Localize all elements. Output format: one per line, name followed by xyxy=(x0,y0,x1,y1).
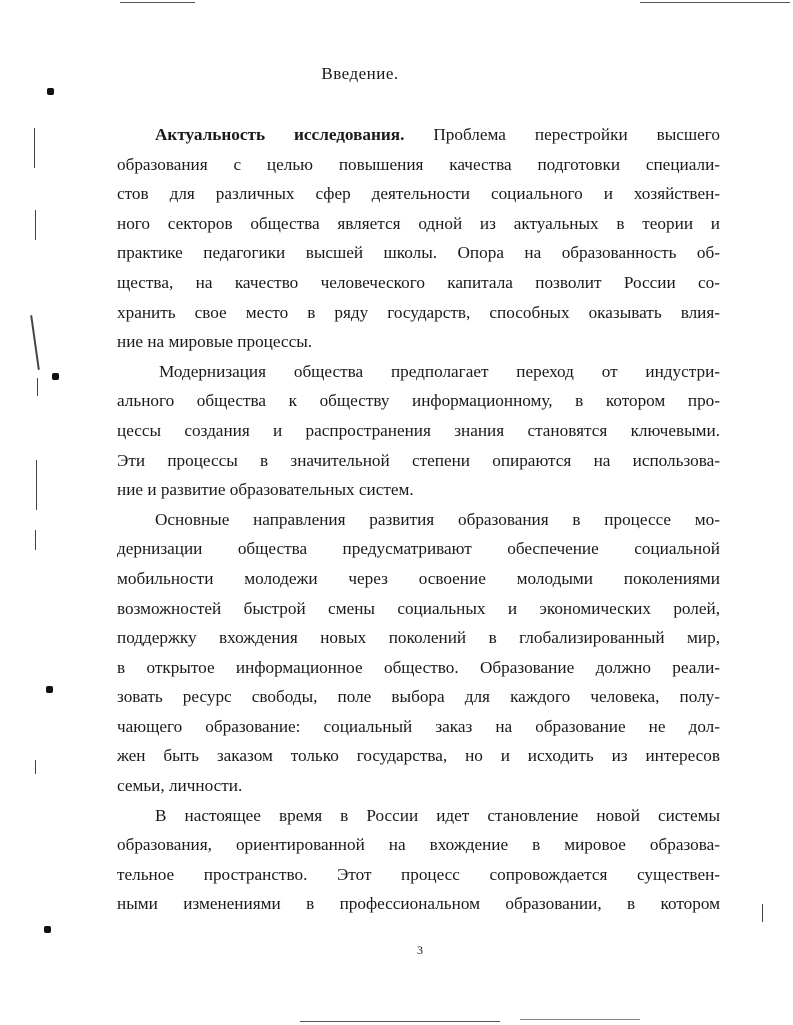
text-line xyxy=(117,120,720,150)
text-line: хранить свое место в ряду государств, способных оказывать влия- xyxy=(117,302,720,322)
text-line: ного секторов общества является одной из актуальных в теории и xyxy=(117,213,720,233)
text-line: щества, на качество человеческого капитала позволит России со- xyxy=(117,272,720,292)
punch-hole-2 xyxy=(52,373,59,380)
scan-border-top-left xyxy=(120,2,195,3)
edge-mark-6 xyxy=(35,530,36,550)
line-text: Проблема перестройки высшего xyxy=(404,125,721,144)
text-line: Модернизация общества предполагает переход от индустри- xyxy=(159,361,720,381)
text-line: ние на мировые процессы. xyxy=(117,332,313,352)
text-line: Основные направления развития образования в процессе мо- xyxy=(155,509,720,529)
paragraph-relevance xyxy=(117,120,720,357)
text-line: В настоящее время в России идет становление новой системы xyxy=(155,805,720,825)
paragraph-modernization xyxy=(117,357,720,505)
text-line: возможностей быстрой смены социальных и экономических ролей, xyxy=(117,598,720,618)
text-line: зовать ресурс свободы, поле выбора для каждого человека, полу- xyxy=(117,687,720,707)
text-line: поддержку вхождения новых поколений в глобализированный мир, xyxy=(117,628,720,648)
text-line: семьи, личности. xyxy=(117,776,243,796)
edge-mark-2 xyxy=(35,210,36,240)
punch-hole-3 xyxy=(46,686,53,693)
edge-mark-8 xyxy=(762,904,763,922)
text-line: стов для различных сфер деятельности социального и хозяйствен- xyxy=(117,184,720,204)
text-line: цессы создания и распространения знания становятся ключевыми. xyxy=(117,420,720,440)
text-line: Эти процессы в значительной степени опираются на использова- xyxy=(117,450,720,470)
text-line: чающего образование: социальный заказ на образование не дол- xyxy=(117,716,720,736)
paragraph-current-state xyxy=(117,801,720,919)
punch-hole-4 xyxy=(44,926,51,933)
text-line: ными изменениями в профессиональном образовании, в котором xyxy=(117,894,720,914)
text-line: мобильности молодежи через освоение молодыми поколениями xyxy=(117,568,720,588)
text-line: практике педагогики высшей школы. Опора на образованность об- xyxy=(117,243,720,263)
relevance-heading: Актуальность исследования. xyxy=(155,125,405,144)
text-line: образования с целью повышения качества подготовки специали- xyxy=(117,154,720,174)
text-line: в открытое информационное общество. Образование должно реали- xyxy=(117,657,720,677)
edge-mark-1 xyxy=(34,128,35,168)
text-line: дернизации общества предусматривают обеспечение социальной xyxy=(117,539,720,559)
text-line: ние и развитие образовательных систем. xyxy=(117,480,414,500)
scan-border-top-right xyxy=(640,2,790,3)
scan-border-bottom-right xyxy=(520,1019,640,1020)
paragraph-directions xyxy=(117,505,720,801)
edge-mark-3 xyxy=(30,315,40,370)
punch-hole-1 xyxy=(47,88,54,95)
edge-mark-7 xyxy=(35,760,36,774)
text-line: тельное пространство. Этот процесс сопровождается существен- xyxy=(117,864,720,884)
scan-border-bottom xyxy=(300,1021,500,1022)
text-line: образования, ориентированной на вхождение в мировое образова- xyxy=(117,835,720,855)
text-line: жен быть заказом только государства, но и исходить из интересов xyxy=(117,746,720,766)
page-title: Введение. xyxy=(321,64,399,83)
text-line: ального общества к обществу информационному, в котором про- xyxy=(117,391,720,411)
edge-mark-5 xyxy=(36,460,37,510)
page-number: 3 xyxy=(417,943,423,957)
body-text xyxy=(117,120,720,919)
edge-mark-4 xyxy=(37,378,38,396)
